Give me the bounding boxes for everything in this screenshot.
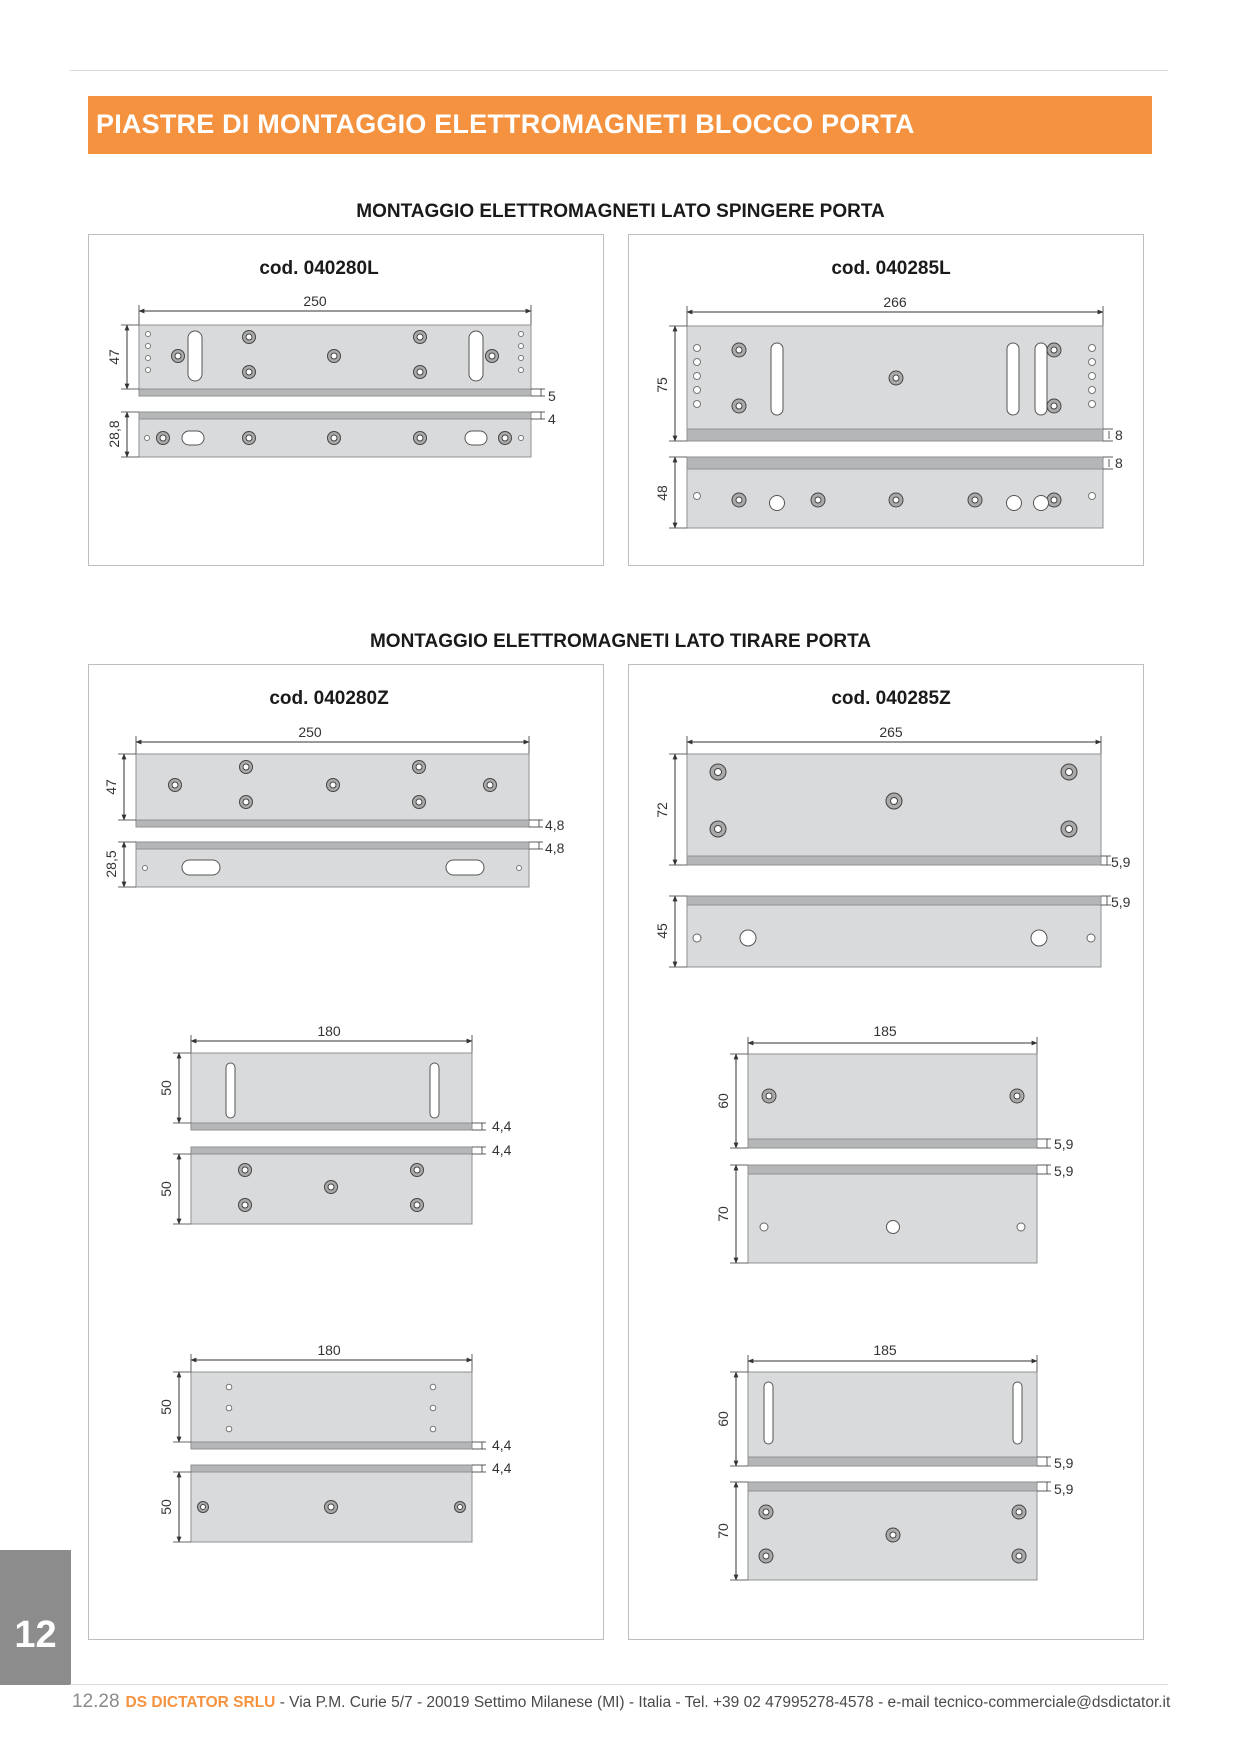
dimension-thickness-top: 4,8 [545, 817, 565, 833]
dimension-thickness-bottom: 8 [1115, 455, 1123, 471]
dimension-height-top: 50 [158, 1399, 174, 1415]
screw-hole-icon [169, 779, 182, 792]
screw-hole-icon [1012, 1549, 1026, 1563]
product-code: cod. 040285Z [831, 688, 951, 709]
screw-hole-icon [411, 1164, 424, 1177]
page-header [88, 96, 1152, 154]
screw-hole-icon [499, 432, 512, 445]
product-code: cod. 040280L [259, 258, 379, 279]
dimension-width: 180 [317, 1342, 341, 1358]
screw-hole-icon [157, 432, 170, 445]
screw-hole-icon [1047, 493, 1061, 507]
footer-divider [70, 1684, 1168, 1685]
screw-hole-icon [414, 331, 427, 344]
dimension-thickness-bottom: 4,8 [545, 840, 565, 856]
dimension-thickness-top: 5,9 [1111, 854, 1131, 870]
drawing-a [654, 724, 1131, 967]
slot-icon [182, 860, 220, 875]
dimension-height-bottom: 48 [654, 485, 670, 501]
screw-hole-icon [886, 793, 902, 809]
dimension-height-bottom: 50 [158, 1181, 174, 1197]
slot-icon [446, 860, 484, 875]
screw-hole-icon [889, 493, 903, 507]
dimension-thickness-top: 5,9 [1054, 1136, 1074, 1152]
page-number: 12.28 [72, 1691, 120, 1712]
dimension-height-bottom: 50 [158, 1499, 174, 1515]
page-title: PIASTRE DI MONTAGGIO ELETTROMAGNETI BLOCCO PORTA [96, 109, 915, 139]
dimension-width: 266 [883, 294, 907, 310]
screw-hole-icon [732, 493, 746, 507]
drawing-b [158, 1023, 512, 1224]
dimension-thickness-top: 5,9 [1054, 1455, 1074, 1471]
dimension-thickness-top: 8 [1115, 427, 1123, 443]
screw-hole-icon [243, 331, 256, 344]
page-footer [72, 1691, 1172, 1713]
screw-hole-icon [486, 350, 499, 363]
mounting-plate-bottom [748, 1174, 1037, 1263]
top-divider [70, 70, 1168, 71]
dimension-thickness-bottom: 4,4 [492, 1142, 512, 1158]
screw-hole-icon [732, 399, 746, 413]
dimension-thickness-bottom: 5,9 [1054, 1163, 1074, 1179]
screw-hole-icon [414, 366, 427, 379]
drawing-a [103, 724, 565, 887]
dimension-thickness-bottom: 5,9 [1054, 1481, 1074, 1497]
drawing-c [158, 1342, 512, 1542]
dimension-height-top: 60 [715, 1093, 731, 1109]
screw-hole-icon [1061, 764, 1077, 780]
screw-hole-icon [759, 1505, 773, 1519]
dimension-width: 185 [873, 1342, 897, 1358]
dimension-height-bottom: 28,8 [106, 420, 122, 448]
slot-icon [1035, 343, 1047, 415]
panel-040280L [88, 234, 604, 566]
dimension-height-top: 47 [103, 779, 119, 795]
dimension-height-top: 60 [715, 1411, 731, 1427]
screw-hole-icon [413, 761, 426, 774]
screw-hole-icon [411, 1199, 424, 1212]
dimension-height-top: 47 [106, 349, 122, 365]
drawing-c [715, 1342, 1074, 1580]
panel-040285L [628, 234, 1144, 566]
dimension-width: 250 [303, 293, 327, 309]
dimension-thickness-top: 5 [548, 388, 556, 404]
dimension-width: 265 [879, 724, 903, 740]
screw-hole-icon [889, 371, 903, 385]
screw-hole-icon [762, 1089, 776, 1103]
slot-icon [1007, 343, 1019, 415]
screw-hole-icon [172, 350, 185, 363]
screw-hole-icon [240, 796, 253, 809]
slot-icon [465, 431, 487, 445]
dimension-width: 185 [873, 1023, 897, 1039]
screw-hole-icon [240, 761, 253, 774]
slot-icon [226, 1063, 235, 1118]
screw-hole-icon [243, 432, 256, 445]
screw-hole-icon [328, 432, 341, 445]
dimension-height-top: 50 [158, 1080, 174, 1096]
slot-icon [469, 331, 483, 381]
screw-hole-icon [1047, 399, 1061, 413]
dimension-height-top: 72 [654, 802, 670, 818]
screw-hole-icon [325, 1181, 338, 1194]
product-code: cod. 040280Z [269, 688, 389, 709]
screw-hole-icon [759, 1549, 773, 1563]
section-title-push: MONTAGGIO ELETTROMAGNETI LATO SPINGERE PORTA [356, 201, 885, 222]
screw-hole-icon [243, 366, 256, 379]
panel-040280Z [88, 664, 604, 1640]
dimension-thickness-top: 4,4 [492, 1118, 512, 1134]
dimension-height-bottom: 28,5 [103, 850, 119, 878]
screw-hole-icon [198, 1502, 209, 1513]
slot-icon [771, 343, 783, 415]
dimension-thickness-bottom: 4 [548, 411, 556, 427]
mounting-plate-top [748, 1054, 1037, 1139]
mounting-plate-top [191, 1372, 472, 1442]
screw-hole-icon [325, 1501, 338, 1514]
screw-hole-icon [710, 821, 726, 837]
drawing-b [715, 1023, 1074, 1263]
screw-hole-icon [1010, 1089, 1024, 1103]
screw-hole-icon [484, 779, 497, 792]
dimension-thickness-bottom: 4,4 [492, 1460, 512, 1476]
screw-hole-icon [239, 1164, 252, 1177]
slot-icon [764, 1382, 773, 1444]
company-name: DS DICTATOR SRLU [125, 1694, 276, 1711]
screw-hole-icon [1061, 821, 1077, 837]
screw-hole-icon [413, 796, 426, 809]
dimension-thickness-top: 4,4 [492, 1437, 512, 1453]
screw-hole-icon [327, 779, 340, 792]
slot-icon [188, 331, 202, 381]
slot-icon [1013, 1382, 1022, 1444]
dimension-height-top: 75 [654, 377, 670, 393]
dimension-width: 250 [298, 724, 322, 740]
dimension-thickness-bottom: 5,9 [1111, 894, 1131, 910]
screw-hole-icon [968, 493, 982, 507]
dimension-width: 180 [317, 1023, 341, 1039]
screw-hole-icon [732, 343, 746, 357]
product-code: cod. 040285L [831, 258, 951, 279]
screw-hole-icon [414, 432, 427, 445]
dimension-height-bottom: 45 [654, 923, 670, 939]
company-address: - Via P.M. Curie 5/7 - 20019 Settimo Milanese (MI) - Italia - Tel. +39 02 47995278-4578 - e-mail tecnico-commerciale@dsdictator.it [275, 1694, 1171, 1711]
dimension-height-bottom: 70 [715, 1206, 731, 1222]
screw-hole-icon [886, 1528, 900, 1542]
screw-hole-icon [328, 350, 341, 363]
chapter-number: 12 [14, 1614, 57, 1656]
slot-icon [182, 431, 204, 445]
screw-hole-icon [239, 1199, 252, 1212]
screw-hole-icon [1012, 1505, 1026, 1519]
slot-icon [430, 1063, 439, 1118]
mounting-plate-top [748, 1372, 1037, 1457]
screw-hole-icon [710, 764, 726, 780]
dimension-height-bottom: 70 [715, 1523, 731, 1539]
screw-hole-icon [811, 493, 825, 507]
screw-hole-icon [455, 1502, 466, 1513]
panel-040285Z [628, 664, 1144, 1640]
chapter-tab [0, 1550, 71, 1685]
screw-hole-icon [1047, 343, 1061, 357]
section-title-pull: MONTAGGIO ELETTROMAGNETI LATO TIRARE PORTA [369, 631, 871, 652]
